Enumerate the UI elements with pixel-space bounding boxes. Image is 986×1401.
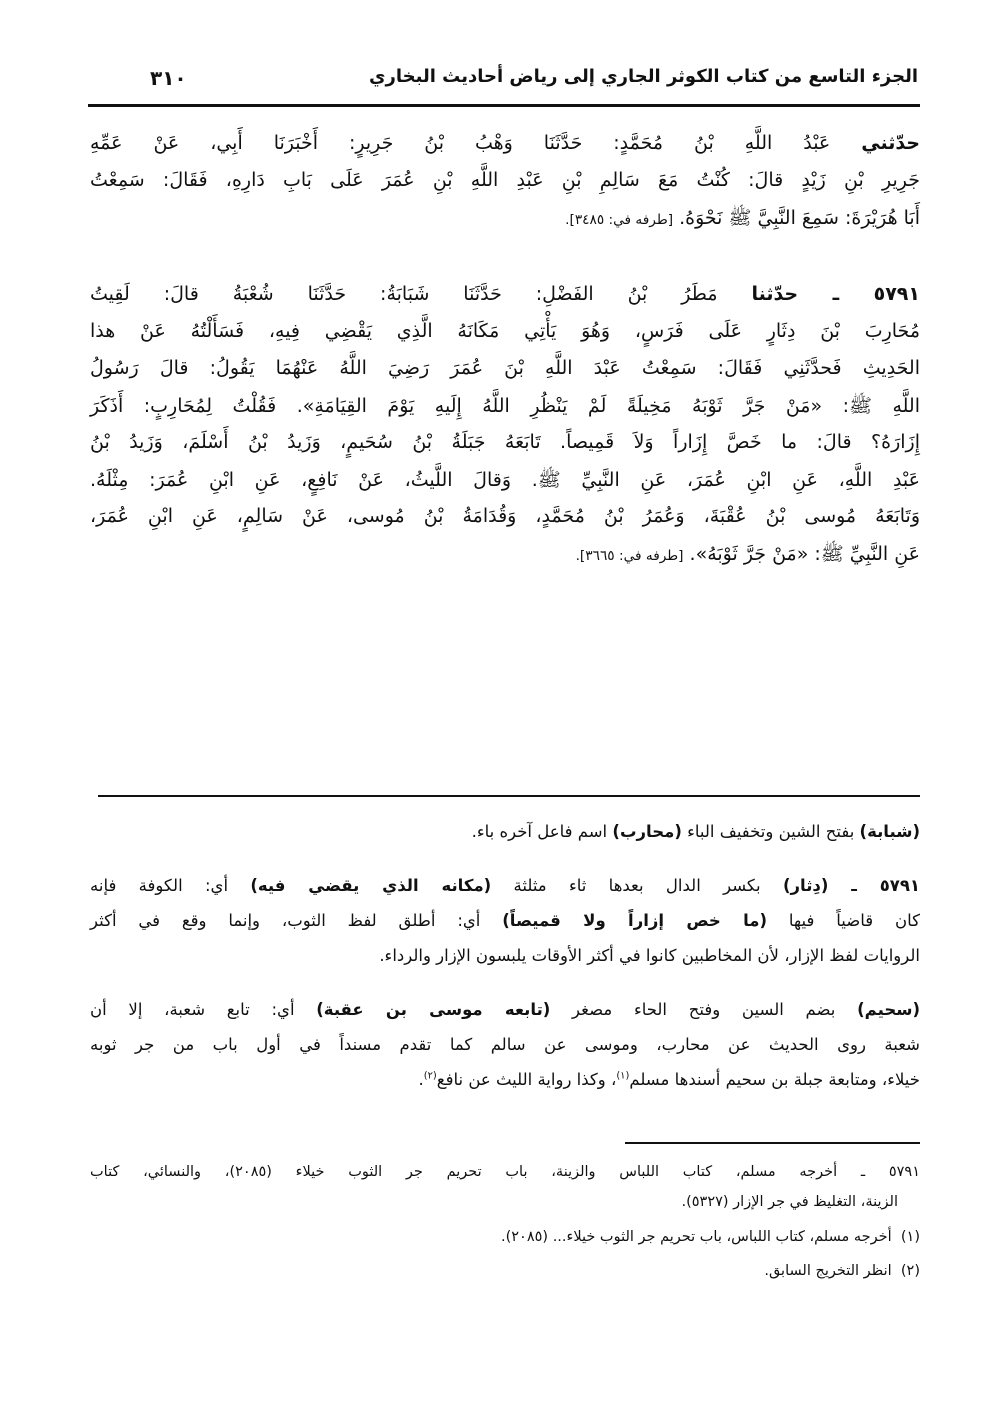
text-line (90, 911, 920, 930)
footnote-ref[interactable]: (٢) (423, 1070, 437, 1082)
term: (تابعه موسى بن عقبة) (316, 1000, 551, 1019)
term: ٥٧٩١ ـ (دِثار) (782, 876, 920, 895)
footnote: الزينة، التغليظ في جر الإزار (٥٣٢٧). (681, 1194, 898, 1210)
footnote: ٥٧٩١ ـ أخرجه مسلم، كتاب اللباس والزينة، باب تحريم جر الثوب خيلاء (٢٠٨٥)، والنسائي، كتاب (90, 1164, 920, 1180)
term: (محارب) (612, 822, 682, 841)
text-line: شعبة روى الحديث عن محارب، وموسى عن سالم كما تقدم مسنداً في أول باب من جر ثوبه (90, 1035, 920, 1054)
text-line (90, 132, 920, 154)
text-line (90, 876, 920, 895)
footnote (90, 1263, 920, 1279)
text-line (90, 822, 920, 841)
footnote (90, 1229, 920, 1245)
text: أَبَا هُرَيْرَةَ: سَمِعَ النَّبِيَّ ﷺ نَحْوَهُ. (673, 207, 920, 229)
text: مَطَرُ بْنُ الفَضْلِ: حَدَّثَنَا شَبَابَةُ: حَدَّثَنَا شُعْبَةُ قالَ: لَقِيتُ (90, 283, 752, 305)
text-line (90, 542, 920, 570)
text: عَنِ النَّبِيِّ ﷺ: «مَنْ جَرَّ ثَوْبَهُ». (683, 543, 920, 565)
text: عَبْدُ اللَّهِ بْنُ مُحَمَّدٍ: حَدَّثَنَا وَهْبُ بْنُ جَرِيرٍ: أَخْبَرَنَا أَبِي، عَنْ عَمِّهِ (90, 132, 862, 154)
footnote-ref[interactable]: (١) (616, 1070, 630, 1082)
text: بكسر الدال بعدها ثاء مثلثة (491, 876, 783, 895)
text: أي: الكوفة فإنه (90, 876, 251, 895)
text-line (90, 1070, 920, 1089)
hadith-lead: حدّثني (861, 132, 920, 154)
footnote-marker: (١) (900, 1229, 920, 1245)
commentary-divider (98, 795, 920, 797)
cross-reference: [طرفه في: ٣٤٨٥]. (565, 212, 674, 228)
text: أخرجه مسلم، كتاب اللباس، باب تحريم جر الثوب خيلاء... (٢٠٨٥). (500, 1229, 892, 1245)
term: (ما خص إزاراً ولا قميصاً) (502, 911, 768, 930)
text: انظر التخريج السابق. (764, 1263, 892, 1279)
text-line (90, 283, 920, 305)
page-number: ٣١٠ (150, 66, 187, 90)
text: بفتح الشين وتخفيف الباء (681, 822, 860, 841)
text: كان قاضياً فيها (767, 911, 920, 930)
text: خيلاء، ومتابعة جبلة بن سحيم أسندها مسلم (629, 1070, 920, 1089)
text-line: إِزَارَهُ؟ قالَ: ما خَصَّ إِزَاراً وَلاَ قَمِيصاً. تَابَعَهُ جَبَلَةُ بْنُ سُحَيمٍ، وَزَيدُ بْنُ أَسْلَمَ، وَزَيدُ بْنُ (90, 431, 920, 453)
text: . (418, 1070, 424, 1089)
text-line: جَرِيرِ بْنِ زَيْدٍ قالَ: كُنْتُ مَعَ سَالِمِ بْنِ عَبْدِ اللَّهِ بْنِ عُمَرَ عَلَى بَابِ دَارِهِ، فَقَالَ: سَمِعْتُ (90, 169, 920, 191)
text: بضم السين وفتح الحاء مصغر (550, 1000, 858, 1019)
text-line: اللَّهِ ﷺ: «مَنْ جَرَّ ثَوْبَهُ مَخِيلَةً لَمْ يَنْظُرِ اللَّهُ إِلَيهِ يَوْمَ القِيَامَةِ». فَقُلْتُ لِمُحَارِبٍ: أَذَكَرَ (90, 395, 920, 417)
term: (سحيم) (857, 1000, 920, 1019)
text: اسم فاعل آخره باء. (471, 822, 613, 841)
footnote-divider (625, 1142, 920, 1144)
text: ، وكذا رواية الليث عن نافع (436, 1070, 617, 1089)
term: (شبابة) (859, 822, 920, 841)
text-line (90, 1000, 920, 1019)
text: أي: تابع شعبة، إلا أن (90, 1000, 317, 1019)
text-line: وَتَابَعَهُ مُوسى بْنُ عُقْبَةَ، وَعُمَرُ بْنُ مُحَمَّدٍ، وَقُدَامَةُ بْنُ مُوسى، عَنْ سَالِمٍ، عَنِ ابْنِ عُمَرَ، (90, 505, 920, 527)
text-line: الحَدِيثِ فَحدَّثَنِي فَقَالَ: سَمِعْتُ عَبْدَ اللَّهِ بْنَ عُمَرَ رَضِيَ اللَّهُ عَنْهُمَا يَقُولُ: قالَ رَسُولُ (90, 357, 920, 379)
cross-reference: [طرفه في: ٣٦٦٥]. (575, 548, 684, 564)
term: (مكانه الذي يقضي فيه) (250, 876, 492, 895)
hadith-number: ٥٧٩١ ـ حدّثنا (751, 283, 920, 305)
footnote-marker: (٢) (900, 1263, 920, 1279)
header-rule (88, 104, 920, 107)
text-line: الروايات لفظ الإزار، لأن المخاطبين كانوا في أكثر الأوقات يلبسون الإزار والرداء. (379, 946, 920, 965)
text: أي: أطلق لفظ الثوب، وإنما وقع في أكثر (90, 911, 503, 930)
text-line (90, 206, 920, 234)
running-title: الجزء التاسع من كتاب الكوثر الجاري إلى رياض أحاديث البخاري (369, 66, 918, 87)
text-line: مُحَارِبَ بْنَ دِثَارٍ عَلَى فَرَسٍ، وَهُوَ يَأْتِي مَكَانَهُ الَّذِي يَقْضِي فِيهِ، فَسَأَلْتُهُ عَنْ هذا (90, 320, 920, 342)
text-line: عَبْدِ اللَّهِ، عَنِ ابْنِ عُمَرَ، عَنِ النَّبِيِّ ﷺ. وَقالَ اللَّيثُ، عَنْ نَافِعٍ، عَنِ ابْنِ عُمَرَ: مِثْلَهُ. (90, 469, 920, 491)
